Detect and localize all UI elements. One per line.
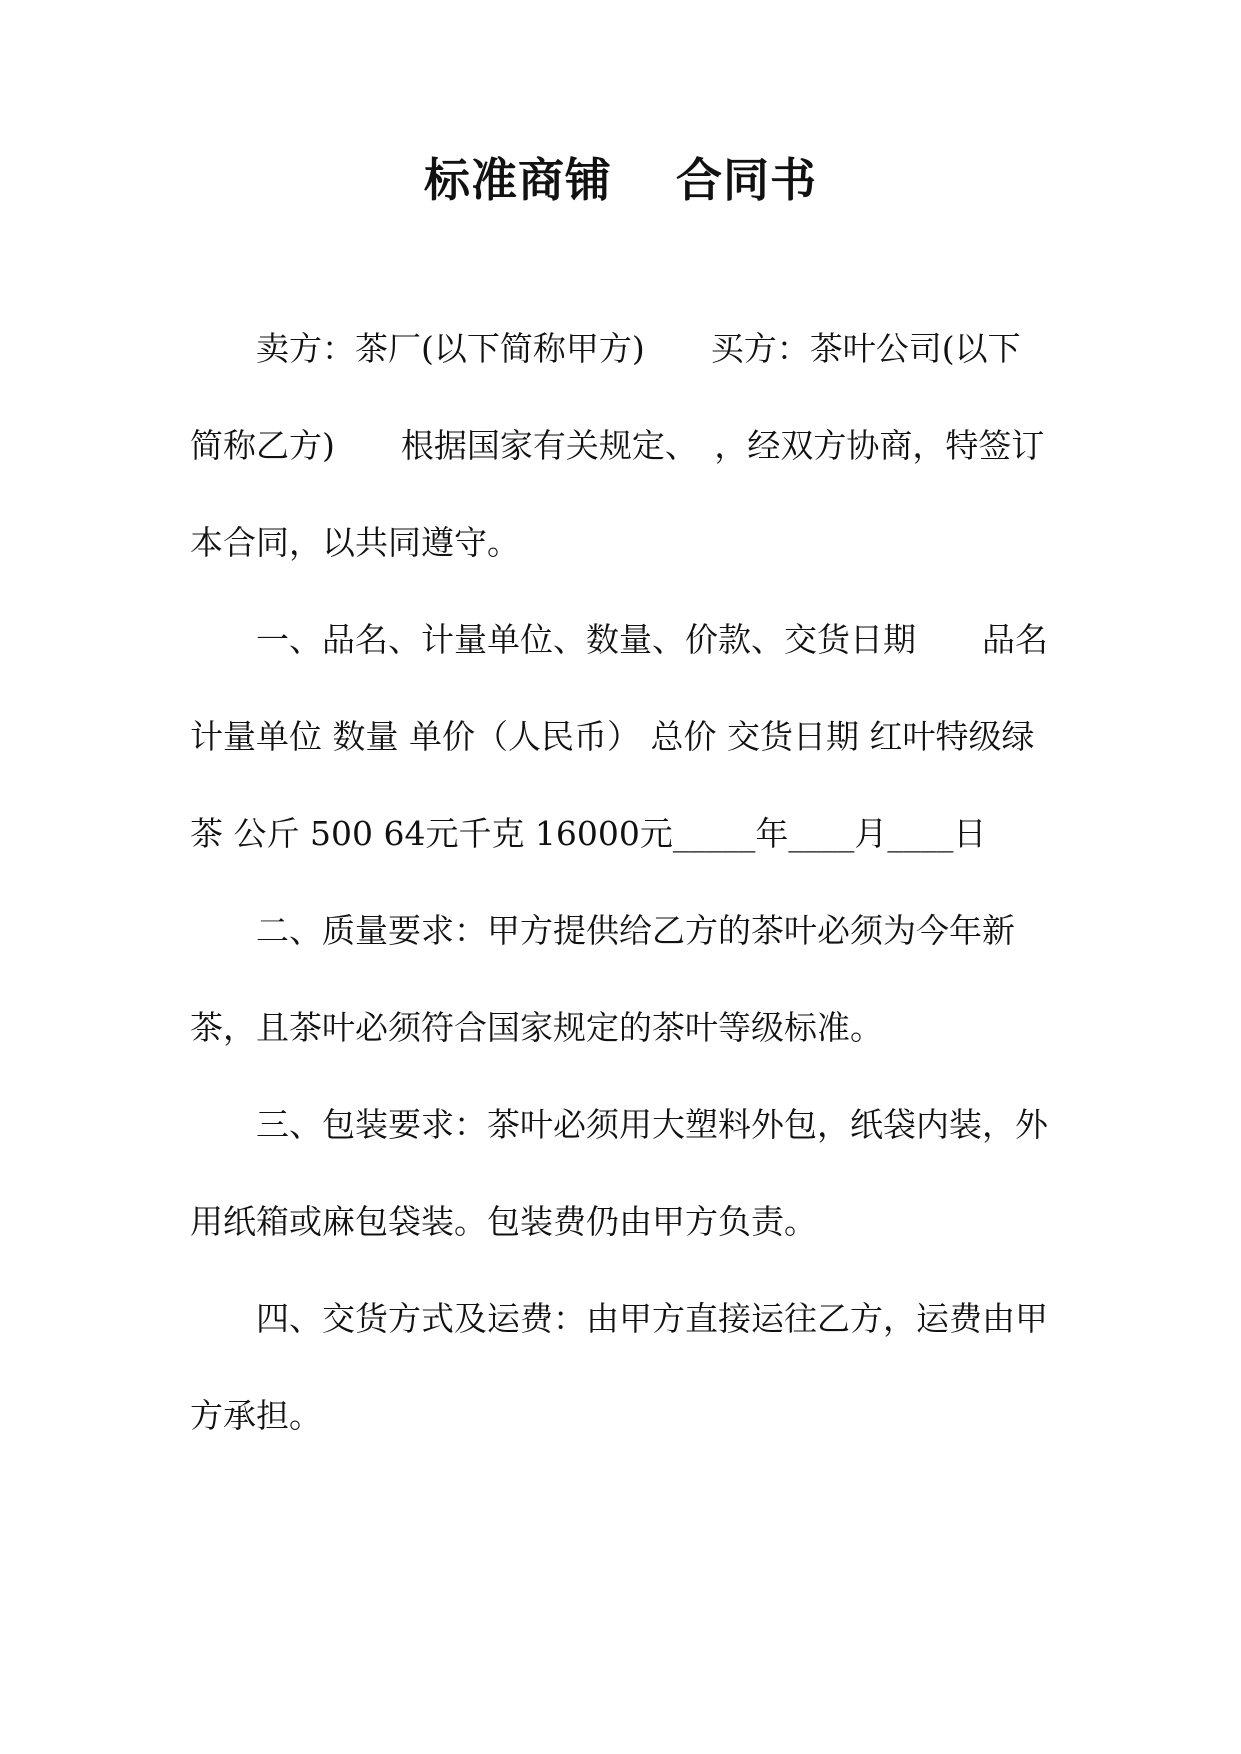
paragraph-quality: 二、质量要求：甲方提供给乙方的茶叶必须为今年新茶，且茶叶必须符合国家规定的茶叶等级标准。 [190,911,1015,1047]
paragraph-delivery: 四、交货方式及运费：由甲方直接运往乙方，运费由甲方承担。 [190,1299,1048,1435]
paragraph-item-list: 一、品名、计量单位、数量、价款、交货日期 品名 计量单位 数量 单价（人民币） 总价 交货日期 红叶特级绿茶 公斤 500 64元千克 16000元_____年____月____日 [190,620,1059,853]
paragraph-parties: 卖方：茶厂(以下简称甲方) 买方：茶叶公司(以下简称乙方) 根据国家有关规定、 ，经双方协商，特签订本合同，以共同遵守。 [190,329,1045,562]
document-body [190,300,1059,1464]
paragraph-packaging: 三、包装要求：茶叶必须用大塑料外包，纸袋内装，外用纸箱或麻包袋装。包装费仍由甲方负责。 [190,1105,1048,1241]
document-title: 标准商铺 合同书 [423,153,817,207]
